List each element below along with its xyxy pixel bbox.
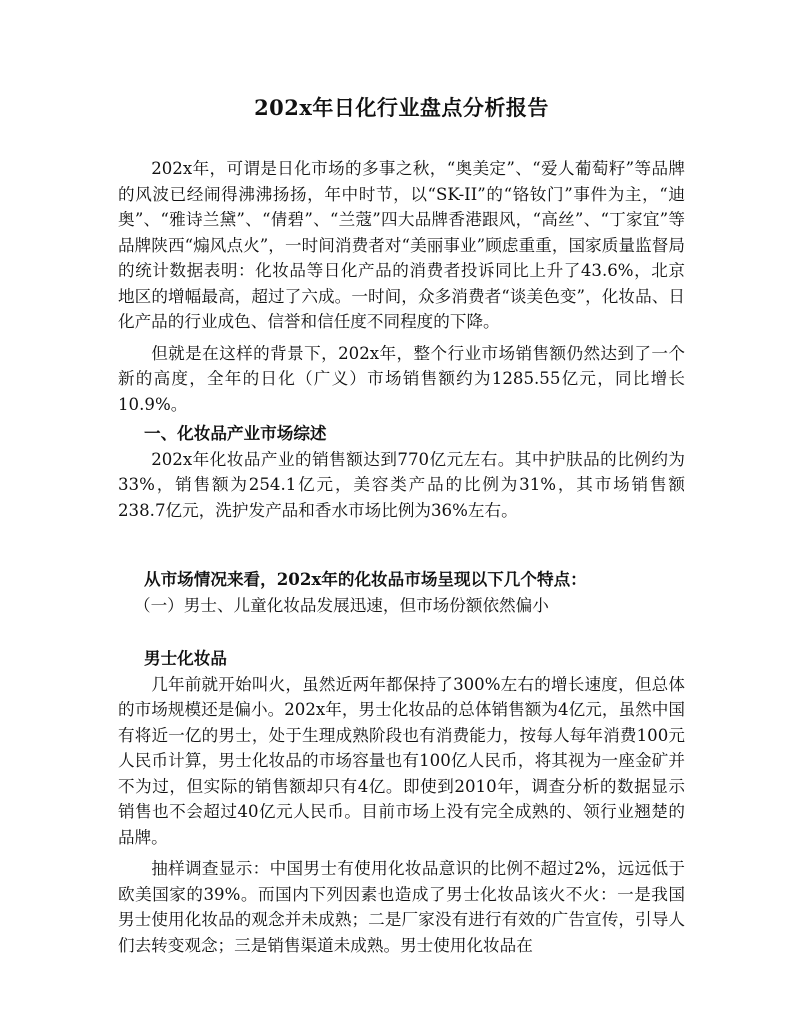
feature-1-subheading: （一）男士、儿童化妆品发展迅速，但市场份额依然偏小 (134, 595, 549, 615)
features-heading: 从市场情况来看，202x年的化妆品市场呈现以下几个特点： (144, 569, 587, 589)
intro-paragraph-2: 但就是在这样的背景下，202x年，整个行业市场销售额仍然达到了一个新的高度，全年的日化（广义）市场销售额约为1285.55亿元，同比增长10.9%。 (118, 343, 685, 414)
spacer (118, 618, 685, 646)
document-title: 202x年日化行业盘点分析报告 (254, 95, 549, 120)
mens-cosmetics-paragraph-2: 抽样调查显示：中国男士有使用化妆品意识的比例不超过2%，远远低于欧美国家的39%。而国内下列因素也造成了男士化妆品该火不火：一是我国男士使用化妆品的观念并未成熟；二是厂家没有进行有效的广告宣传，引导人们去转变观念；三是销售渠道未成熟。男士使用化妆品在 (118, 859, 685, 955)
section-1-heading: 一、化妆品产业市场综述 (144, 423, 327, 443)
section-1-paragraph: 202x年化妆品产业的销售额达到770亿元左右。其中护肤品的比例约为33%，销售额为254.1亿元，美容类产品的比例为31%，其市场销售额238.7亿元，洗护发产品和香水市场比例为36%左右。 (118, 449, 685, 520)
intro-paragraph-1: 202x年，可谓是日化市场的多事之秋，“奥美定”、“爱人葡萄籽”等品牌的风波已经闹得沸沸扬扬，年中时节，以“SK-II”的“铬钕门”事件为主，“迪奥”、“雅诗兰黛”、“倩碧”、“兰蔻”四大品牌香港跟风，“高丝”、“丁家宜”等品牌陕西“煽风点火”，一时间消费者对“美丽事业”顾虑重重，国家质量监督局的统计数据表明：化妆品等日化产品的消费者投诉同比上升了43.6%，北京地区的增幅最高，超过了六成。一时间，众多消费者“谈美色变”，化妆品、日化产品的行业成色、信誉和信任度不同程度的下降。 (118, 159, 685, 331)
spacer (118, 523, 685, 567)
mens-cosmetics-paragraph-1: 几年前就开始叫火，虽然近两年都保持了300%左右的增长速度，但总体的市场规模还是偏小。202x年，男士化妆品的总体销售额为4亿元，虽然中国有将近一亿的男士，处于生理成熟阶段也有消费能力，按每人每年消费100元人民币计算，男士化妆品的市场容量也有100亿人民币，将其视为一座金矿并不为过，但实际的销售额却只有4亿。即使到2010年，调查分析的数据显示销售也不会超过40亿元人民币。目前市场上没有完全成熟的、领行业翘楚的品牌。 (118, 674, 685, 847)
mens-cosmetics-heading: 男士化妆品 (144, 648, 227, 668)
